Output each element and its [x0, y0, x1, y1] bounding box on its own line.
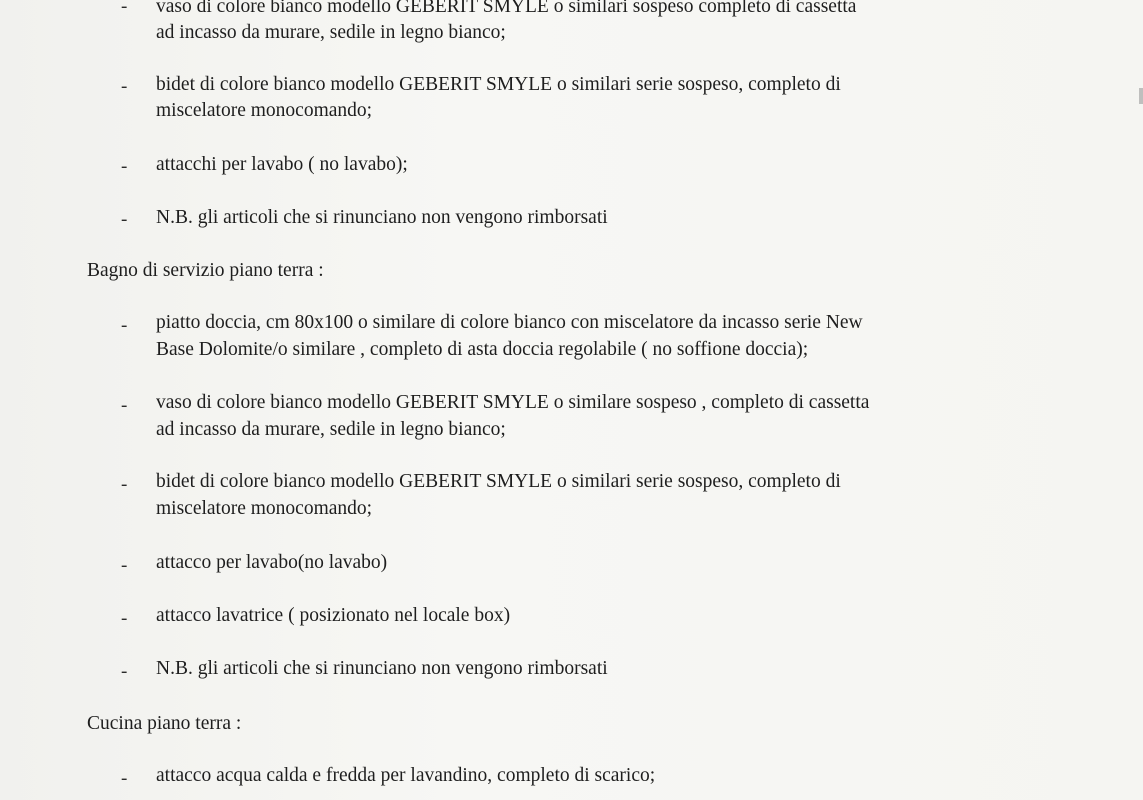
bullet-dash: -	[121, 209, 128, 230]
list-item-line: vaso di colore bianco modello GEBERIT SMYLE o similare sospeso , completo di cassetta	[156, 392, 870, 413]
list-item-line: vaso di colore bianco modello GEBERIT SMYLE o similari sospeso completo di cassetta	[156, 0, 857, 17]
bullet-dash: -	[121, 76, 128, 97]
section-heading-cucina: Cucina piano terra :	[87, 713, 242, 734]
bullet-dash: -	[121, 661, 128, 682]
list-item-line: miscelatore monocomando;	[156, 498, 373, 519]
list-item-line: bidet di colore bianco modello GEBERIT SMYLE o similari serie sospeso, completo di	[156, 74, 841, 95]
list-item-line: N.B. gli articoli che si rinunciano non vengono rimborsati	[156, 658, 608, 679]
bullet-dash: -	[121, 608, 128, 629]
scan-edge-mark	[1139, 88, 1143, 104]
bullet-dash: -	[121, 555, 128, 576]
list-item-line: bidet di colore bianco modello GEBERIT SMYLE o similari serie sospeso, completo di	[156, 471, 841, 492]
list-item-line: N.B. gli articoli che si rinunciano non vengono rimborsati	[156, 207, 608, 228]
list-item-line: ad incasso da murare, sedile in legno bianco;	[156, 22, 506, 43]
list-item-line: Base Dolomite/o similare , completo di asta doccia regolabile ( no soffione doccia);	[156, 339, 809, 360]
bullet-dash: -	[121, 395, 128, 416]
bullet-dash: -	[121, 156, 128, 177]
bullet-dash: -	[121, 0, 128, 17]
list-item-line: piatto doccia, cm 80x100 o similare di colore bianco con miscelatore da incasso serie New	[156, 312, 863, 333]
bullet-dash: -	[121, 768, 128, 789]
list-item-line: miscelatore monocomando;	[156, 100, 373, 121]
section-heading-bagno: Bagno di servizio piano terra :	[87, 260, 324, 281]
list-item-line: attacco lavatrice ( posizionato nel locale box)	[156, 605, 511, 626]
list-item-line: ad incasso da murare, sedile in legno bianco;	[156, 419, 506, 440]
list-item-line: attacchi per lavabo ( no lavabo);	[156, 154, 408, 175]
list-item-line: attacco per lavabo(no lavabo)	[156, 552, 388, 573]
list-item-line: attacco acqua calda e fredda per lavandino, completo di scarico;	[156, 765, 656, 786]
bullet-dash: -	[121, 474, 128, 495]
bullet-dash: -	[121, 315, 128, 336]
